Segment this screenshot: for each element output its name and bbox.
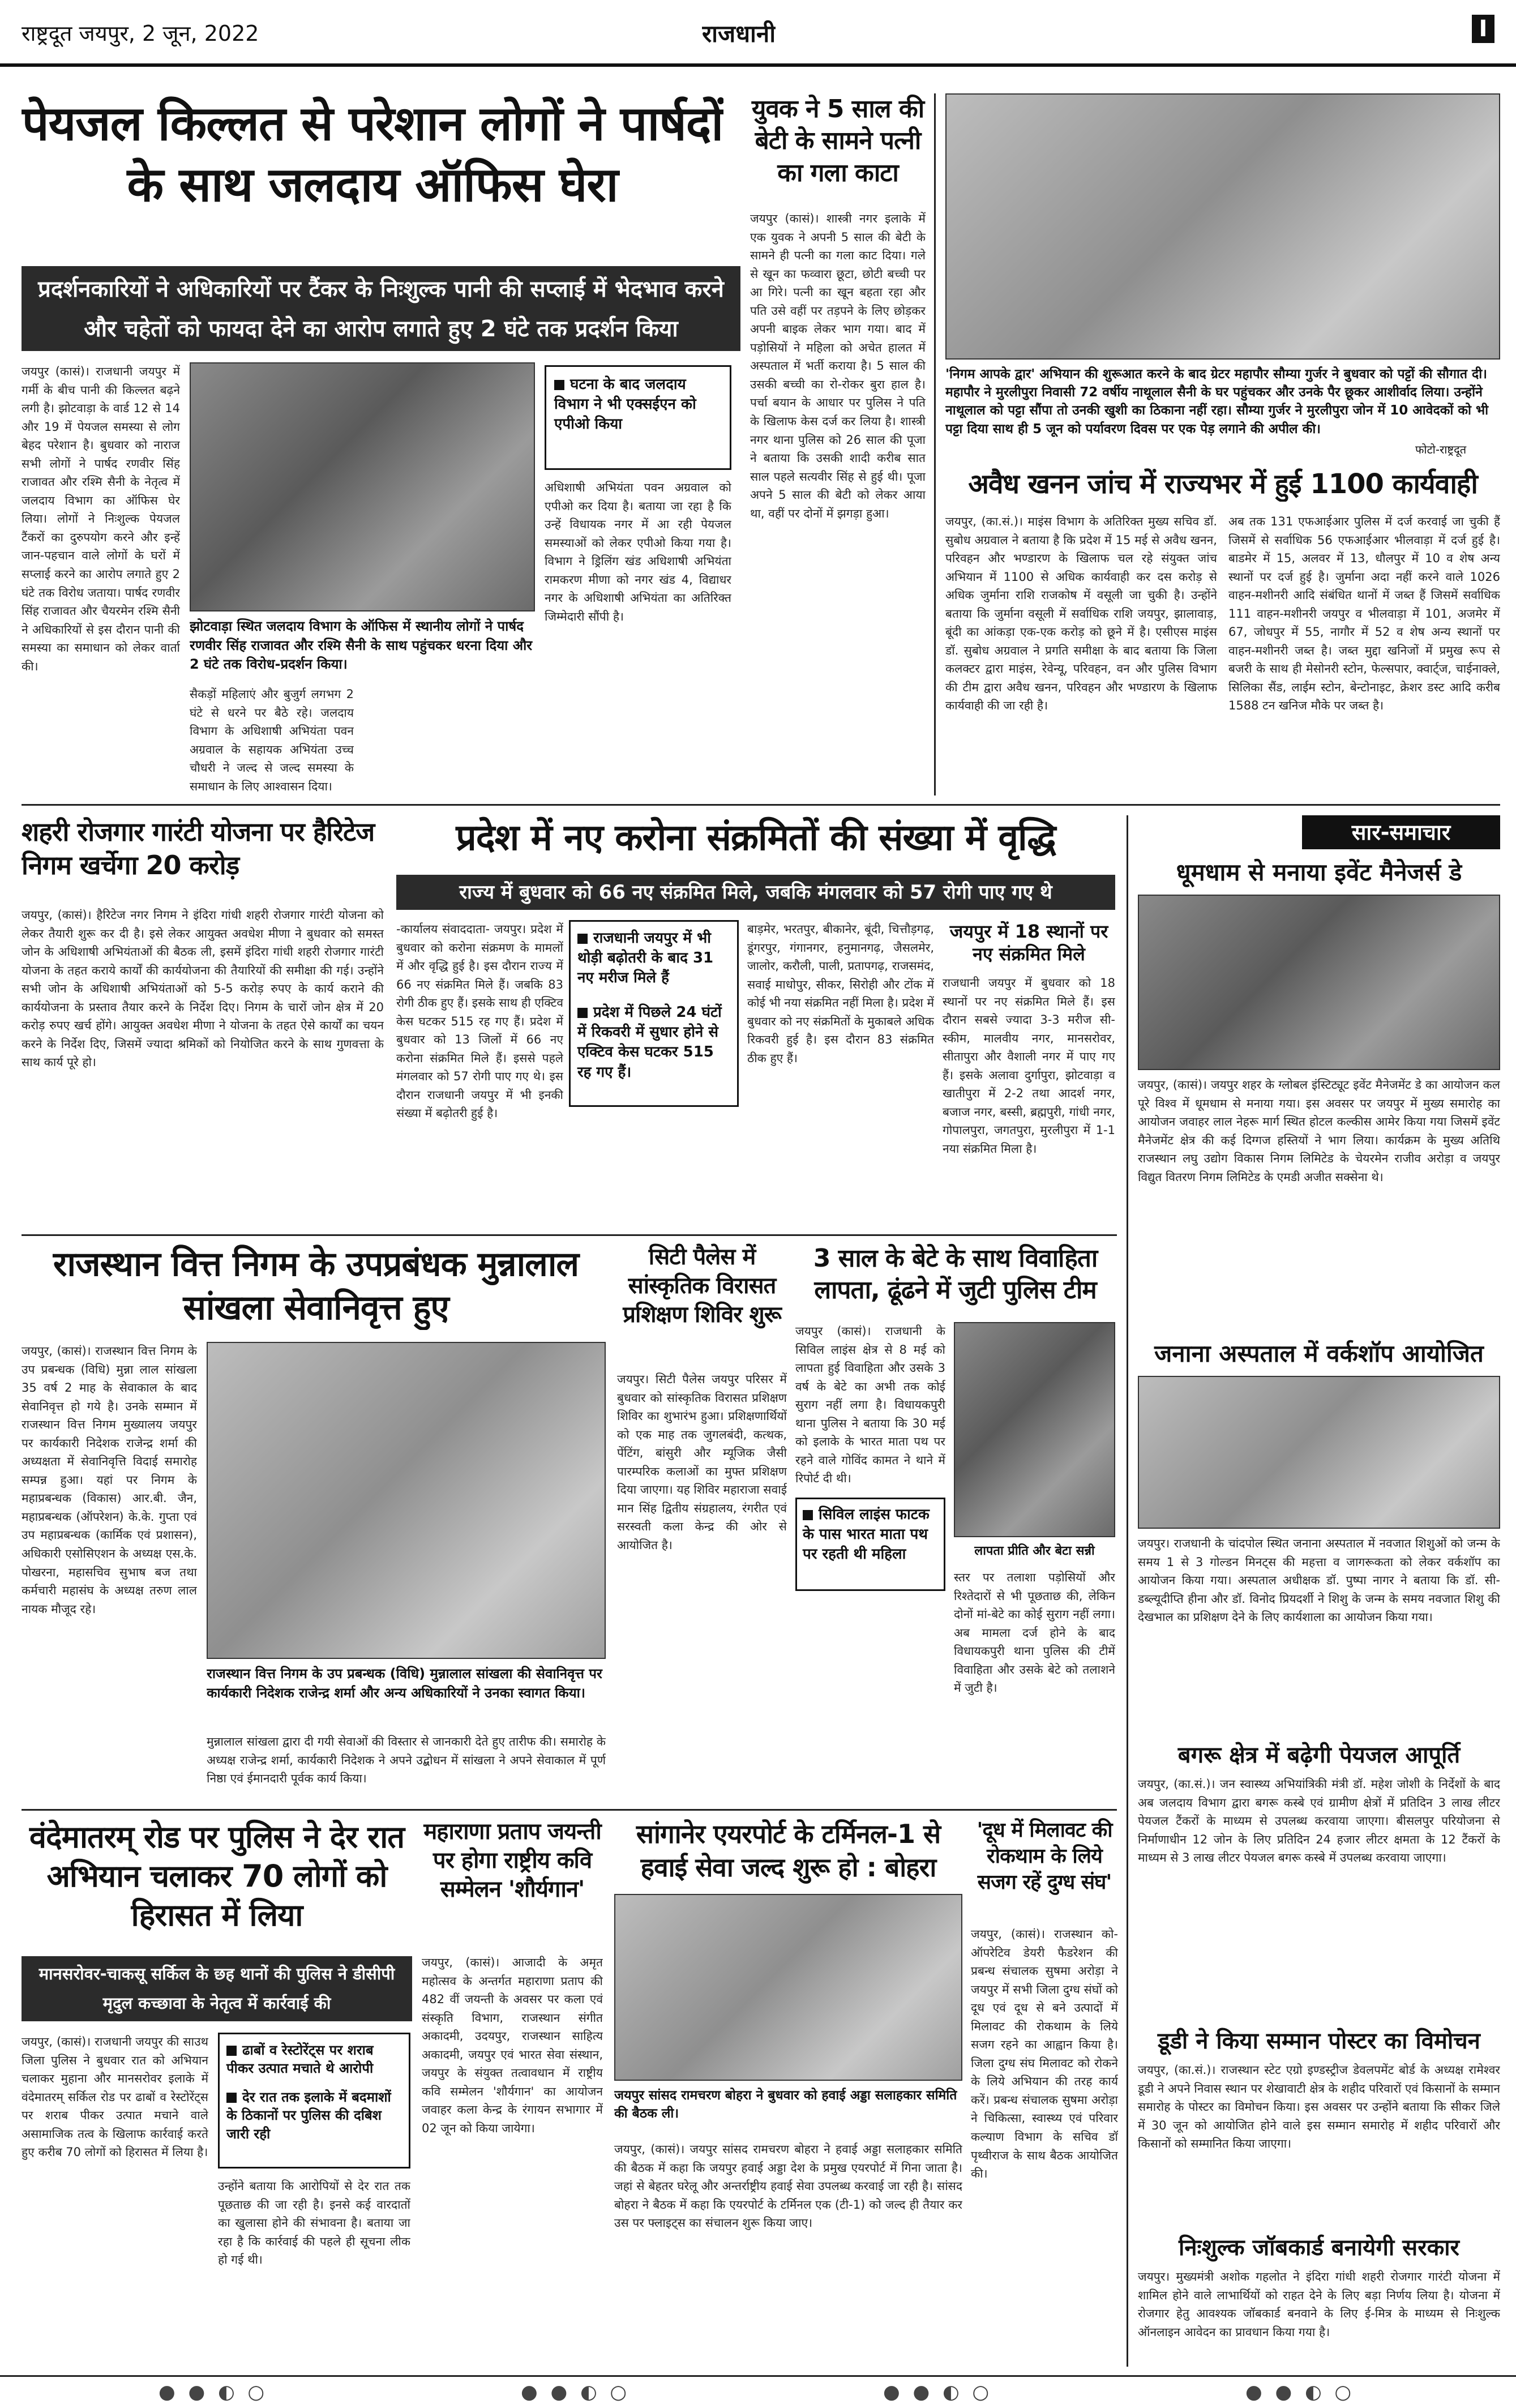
lead-headline: पेयजल किल्लत से परेशान लोगों ने पार्षदों के साथ जलदाय ऑफिस घेरा — [22, 96, 723, 212]
lead-photo-caption: झोटवाड़ा स्थित जलदाय विभाग के ऑफिस में स्थानीय लोगों ने पार्षद रणवीर सिंह राजावत और रश्मि सैनी के साथ पहुंचकर धरना दिया और 2 घंटे तक विरोध-प्रदर्शन किया। — [190, 618, 533, 673]
corona-subhead: जयपुर में 18 स्थानों पर नए संक्रमित मिले — [949, 921, 1108, 965]
samachar-headline-4: डूडी ने किया सम्मान पोस्टर का विमोचन — [1158, 2028, 1480, 2054]
airport-headline: सांगानेर एयरपोर्ट के टर्मिनल-1 से हवाई सेवा जल्द शुरू हो : बोहरा — [636, 1819, 941, 1883]
pratap-body: जयपुर, (कासं)। आजादी के अमृत महोत्सव के अन्तर्गत महाराणा प्रताप की 482 वीं जयन्ती के अवसर पर कला एवं संस्कृति विभाग, राजस्थान संगीत अकादमी, उदयपुर, राजस्थान साहित्य अकादमी, जयपुर एवं भारत सेवा संस्थान, जयपुर के संयुक्त तत्वावधान में राष्ट्रीय कवि सम्मेलन 'शौर्यगान' का आयोजन जवाहर कला केन्द्र के रंगायन सभागार में 02 जून को किया जायेगा। — [422, 1956, 603, 2135]
corona-body-2: बाड़मेर, भरतपुर, बीकानेर, बूंदी, चित्तौड़गढ़, डूंगरपुर, गंगानगर, हनुमानगढ़, जैसलमेर, जालोर, करौली, पाली, प्रतापगढ़, राजसमंद, सवाई माधोपुर, सीकर, सिरोही और टोंक में कोई भी नया संक्रमित नहीं मिला है। प्रदेश में बुधवार को नए संक्रमितों के मुकाबले अधिक रिकवरी हुई है। इस दौरान 83 संक्रमित ठीक हुए हैं। — [747, 922, 934, 1065]
finance-photo — [207, 1342, 606, 1659]
missing-highlight-box — [795, 1498, 945, 1591]
column-rule — [1127, 815, 1128, 2367]
lead-highlight-text: घटना के बाद जलदाय विभाग ने भी एक्सईएन को एपीओ किया — [554, 376, 696, 433]
photo-credit: फोटो-राष्ट्रदूत — [1415, 443, 1467, 456]
edition-date: राष्ट्रदूत जयपुर, 2 जून, 2022 — [22, 21, 259, 46]
samachar-body-1: जयपुर, (कासं)। जयपुर शहर के ग्लोबल इंस्टिट्यूट इवेंट मैनेजमेंट डे का आयोजन कल पूरे विश्व में धूमधाम से मनाया गया। इस अवसर पर जयपुर में मुख्य समारोह का आयोजन जवाहर लाल नेहरू मार्ग स्थित होटल कल्कीस आमेर किया गया जिसमें इवेंट मैनेजमेंट क्षेत्र की कई दिग्गज हस्तियों ने भाग लिया। कार्यक्रम के मुख्य अतिथि राजस्थान लघु उद्योग विकास निगम लिमिटेड के चेयरमेन राजीव अरोड़ा व जयपुर विद्युत वितरण निगम लिमिटेड के एमडी अजीत सक्सेना थे। — [1138, 1078, 1500, 1184]
missing-photo — [954, 1322, 1115, 1537]
corona-band: राज्य में बुधवार को 66 नए संक्रमित मिले, जबकि मंगलवार को 57 रोगी पाए गए थे — [396, 875, 1115, 910]
footer-rule — [0, 2375, 1516, 2377]
vandemataram-bullet-1: ढाबों व रेस्टोरेंट्स पर शराब पीकर उत्पात मचाते थे आरोपी — [226, 2042, 374, 2077]
samachar-headline-1: धूमधाम से मनाया इवेंट मैनेजर्स डे — [1176, 858, 1462, 886]
vandemataram-highlight-box — [218, 2033, 410, 2169]
bullet-square-icon — [803, 1510, 813, 1520]
milk-body: जयपुर, (कासं)। राजस्थान को-ऑपरेटिव डेयरी फैडरेशन की प्रबन्ध संचालक सुषमा अरोड़ा ने जयपुर में सभी जिला दुग्ध संघों को दूध एवं दूध से बने उत्पादों में मिलावट की रोकथाम के लिये सजग रहने का आह्वान किया है। जिला दुग्ध संघ मिलावट को रोकने के लिये अभियान की तरह कार्य करें। प्रबन्ध संचालक सुषमा अरोड़ा ने चिकित्सा, स्वास्थ्य एवं परिवार कल्याण विभाग के सचिव डॉ पृथ्वीराज के साथ बैठक आयोजित की। — [971, 1927, 1118, 2181]
section-divider — [22, 804, 1500, 806]
samachar-body-5: जयपुर। मुख्यमंत्री अशोक गहलोत ने इंदिरा गांधी शहरी रोजगार गारंटी योजना में शामिल होने वाले लाभार्थियों को राहत देने के लिए बड़ा निर्णय लिया है। योजना में रोजगार हेतु आवश्यक जॉबकार्ड बनवाने के लिए ई-मित्र के माध्यम से निःशुल्क ऑनलाइन आवेदन का प्रावधान किया गया है। — [1138, 2270, 1500, 2339]
finance-caption: राजस्थान वित्त निगम के उप प्रबन्धक (विधि) मुन्नालाल सांखला की सेवानिवृत्त पर कार्यकारी निदेशक राजेन्द्र शर्मा और अन्य अधिकारियों ने उनका स्वागत किया। — [207, 1666, 602, 1701]
bullet-square-icon — [577, 934, 588, 944]
bullet-square-icon — [577, 1008, 588, 1018]
corona-body: -कार्यालय संवाददाता- जयपुर। प्रदेश में बुधवार को करोना संक्रमण के मामलों में और वृद्धि हुई है। इस दौरान राज्य में 66 नए संक्रमित मिले हैं। जबकि 83 रोगी ठीक हुए हैं। इसके साथ ही एक्टिव केस घटकर 515 रह गए हैं। प्रदेश में बुधवार को 13 जिलों में 66 नए करोना संक्रमित मिले हैं। इससे पहले मंगलवार को 57 रोगी पाए गए थे। इस दौरान राजधानी जयपुर में भी इनकी संख्या में बढ़ोतरी हुई है। — [396, 922, 563, 1120]
vandemataram-body-2: उन्होंने बताया कि आरोपियों से देर रात तक पूछताछ की जा रही है। इनसे कई वारदातों का खुलासा होने की संभावना है। बताया जा रहा है कि कार्रवाई की पहले ही सूचना लीक हो गई थी। — [218, 2179, 410, 2267]
employment-headline: शहरी रोजगार गारंटी योजना पर हैरिटेज निगम खर्चेगा 20 करोड़ — [22, 816, 375, 880]
section-divider — [22, 1234, 1117, 1236]
section-title: राजधानी — [702, 20, 776, 48]
samachar-headline-3: बगरू क्षेत्र में बढ़ेगी पेयजल आपूर्ति — [1177, 1742, 1461, 1768]
husband-headline: युवक ने 5 साल की बेटी के सामने पत्नी का गला काटा — [751, 95, 924, 187]
airport-photo — [614, 1894, 962, 2081]
corona-headline: प्रदेश में नए करोना संक्रमितों की संख्या में वृद्धि — [456, 817, 1056, 859]
bullet-square-icon — [226, 2046, 237, 2056]
employment-body: जयपुर, (कासं)। हैरिटेज नगर निगम ने इंदिरा गांधी शहरी रोजगार गारंटी योजना को लेकर तैयारी शुरू कर दी है। इसे लेकर आयुक्त अवधेश मीणा ने बुधवार को समस्त जोन के अधिशाषी अभियंताओं की बैठक ली, इसमें इंदिरा गांधी शहरी रोजगार गारंटी योजना के तहत कराये कार्यों की कार्ययोजना की तैयारियों की समीक्षा की गई। उन्होंने सभी जोन के अधिशाषी अभियंताओं को 5-5 करोड़ रुपए के कार्य कराने की कार्ययोजना के प्रस्ताव तैयार करने के निर्देश दिए। निगम के चारों जोन क्षेत्र में 20 करोड़ रुपए खर्च होंगे। आयुक्त अवधेश मीणा ने योजना के तहत ऐसे कार्यों का चयन करने के निर्देश दिए, जिसमें ज्यादा श्रमिकों को नियोजित करने के साथ गुणवत्ता के साथ कार्य पूरे हो। — [22, 908, 384, 1070]
missing-body-2: स्तर पर तलाशा पड़ोसियों और रिश्तेदारों से भी पूछताछ की, लेकिन दोनों मां-बेटे का कोई सुराग नहीं लगा। अब मामला दर्ज होने के बाद विधायकपुरी थाना पुलिस की टीमें विवाहिता और उसके बेटे को तलाशने में जुटी है। — [954, 1571, 1115, 1695]
vandemataram-band: मानसरोवर-चाकसू सर्किल के छह थानों की पुलिस ने डीसीपी मृदुल कच्छावा के नेतृत्व में कार्रवाई की — [22, 1956, 412, 2021]
vandemataram-body: जयपुर, (कासं)। राजधानी जयपुर की साउथ जिला पुलिस ने बुधवार रात को अभियान चलाकर मुहाना और मानसरोवर इलाके में वंदेमातरम् सर्किल रोड पर ढाबों व रेस्टोरेंट्स पर शराब पीकर उत्पात मचाने वाले असामाजिक तत्व के खिलाफ कार्रवाई करते हुए करीब 70 लोगों को हिरासत में लिया है। — [22, 2035, 208, 2159]
mining-body-2: अब तक 131 एफआईआर पुलिस में दर्ज करवाई जा चुकी हैं जिसमें से सर्वाधिक 56 एफआईआर भीलवाड़ा में दर्ज हुई है। बाडमेर में 15, अलवर में 13, धौलपुर में 10 व शेष अन्य स्थानों पर दर्ज हुई है। जुर्माना अदा नहीं करने वाले 1026 वाहन-मशीनरी आदि संबंधित थानों में जब्त हैं जिसमें सर्वाधिक 111 वाहन-मशीनरी जयपुर व भीलवाड़ा में 101, अजमेर में 67, जोधपुर में 55, नागौर में 52 व शेष अन्य स्थानों पर वाहन-मशीनरी जब्त है। जब्त मुद्दा खनिजों में प्रमुख रूप से बजरी के साथ ही मेसोनरी स्टोन, फेल्सपार, क्वार्ट्ज, चाईनाक्ले, सिलिका सैंड, लाईम स्टोन, बेन्टोनाइट, क्रेशर डस्ट आदि करीब 1588 टन खनिज मौके पर जब्त है। — [1228, 515, 1500, 713]
vandemataram-bullet-2: देर रात तक इलाके में बदमाशों के ठिकानों पर पुलिस की दबिश जारी रही — [226, 2089, 391, 2142]
registration-marks: ● ● ◐ ○ — [883, 2381, 993, 2403]
hospital-photo — [1138, 1376, 1500, 1529]
samachar-headline-2: जनाना अस्पताल में वर्कशॉप आयोजित — [1154, 1340, 1484, 1367]
missing-body: जयपुर (कासं)। राजधानी के सिविल लाइंस क्षेत्र से 8 मई को लापता हुई विवाहिता और उसके 3 वर्ष के बेटे का अभी तक कोई सुराग नहीं लगा है। विधायकपुरी थाना पुलिस ने बताया कि 30 मई को इलाके के भारत माता पथ पर रहने वाले गोविंद कामत ने थाने में रिपोर्ट दी थी। — [795, 1324, 945, 1486]
finance-body-2: मुन्नालाल सांखला द्वारा दी गयी सेवाओं की विस्तार से जानकारी देते हुए तारीफ की। समारोह के अध्यक्ष राजेन्द्र शर्मा, कार्यकारी निदेशक ने अपने उद्बोधन में सांखला ने अपने सेवाकाल में पूर्ण निष्ठा एवं ईमानदारी पूर्वक कार्य किया। — [207, 1735, 606, 1786]
pratap-headline: महाराणा प्रताप जयन्ती पर होगा राष्ट्रीय कवि सम्मेलन 'शौर्यगान' — [423, 1819, 601, 1903]
lead-photo — [190, 362, 535, 611]
mayor-caption: 'निगम आपके द्वार' अभियान की शुरूआत करने के बाद ग्रेटर महापौर सौम्या गुर्जर ने बुधवार को पट्टों की सौगात दी। महापौर ने मुरलीपुरा निवासी 72 वर्षीय नाथूलाल सैनी के घर पहुंचकर और उनके पैर छूकर आशीर्वाद लिया। उन्होंने नाथूलाल को पट्टा सौंपा तो उनकी खुशी का ठिकाना नहीं रहा। सौम्या गुर्जर ने मुरलीपुरा जोन में 10 आवेदकों को भी पट्टा दिया साथ ही 5 जून को पर्यावरण दिवस पर एक पेड़ लगाने की अपील की। — [945, 367, 1489, 437]
husband-body: जयपुर (कासं)। शास्त्री नगर इलाके में एक युवक ने अपनी 5 साल की बेटी के सामने ही पत्नी का गला काट दिया। गले से खून का फव्वारा छूटा, छोटी बच्ची पर आ गिरे। पत्नी का खून बहता रहा और पति उसे वहीं पर तड़पने के लिए छोड़कर अपनी बाइक लेकर भाग गया। बाद में पड़ोसियों ने महिला को अचेत हालत में अस्पताल में भर्ती कराया है। 5 साल की उसकी बच्ची का रो-रोकर बुरा हाल है। पर्चा बयान के आधार पर पुलिस ने पति के खिलाफ केस दर्ज कर लिया है। शास्त्री नगर थाना पुलिस को 26 साल की पूजा ने बताया कि उसकी शादी करीब सात साल पहले सत्यवीर सिंह से हुई थी। पूजा अपने 5 साल की बेटी को लेकर आया था, वहीं पर दोनों में झगड़ा हुआ। — [750, 212, 926, 520]
samachar-body-4: जयपुर, (का.सं.)। राजस्थान स्टेट एग्रो इण्डस्ट्रीज डेवलपमेंट बोर्ड के अध्यक्ष रामेश्वर डूडी ने अपने निवास स्थान पर शेखावाटी क्षेत्र के शहीद परिवारों एवं किसानों के सम्मान समारोह के पोस्टर का विमोचन किया। इस अवसर पर उन्होंने बताया कि सीकर जिले में 30 जून को आयोजित होने वाले इस सम्मान समारोह में शहीद परिवारों और किसानों को सम्मानित किया जाएगा। — [1138, 2063, 1500, 2151]
registration-marks: ● ● ◐ ○ — [521, 2381, 631, 2403]
corona-body-3: राजधानी जयपुर में बुधवार को 18 स्थानों पर नए संक्रमित मिले हैं। इस दौरान सबसे ज्यादा 3-3 मरीज सी-स्कीम, मालवीय नगर, मानसरोवर, सीतापुरा और वैशाली नगर में पाए गए हैं। इसके अलावा दुर्गापुरा, झोटवाड़ा व खातीपुरा में 2-2 तथा आदर्श नगर, बजाज नगर, बस्सी, ब्रह्मपुरी, गांधी नगर, गोपालपुरा, जगतपुरा, मुरलीपुरा में 1-1 नया संक्रमित मिला है। — [943, 976, 1115, 1156]
airport-body: जयपुर, (कासं)। जयपुर सांसद रामचरण बोहरा ने हवाई अड्डा सलाहकार समिति की बैठक में कहा कि जयपुर हवाई अड्डा देश के प्रमुख एयरपोर्ट में गिना जाता है। जहां से बेहतर घरेलू और अन्तर्राष्ट्रीय हवाई सेवा उपलब्ध करवाई जा रही है। सांसद बोहरा ने बैठक में कहा कि एयरपोर्ट के टर्मिनल एक (टी-1) को जल्द ही तैयार कर उस पर फ्लाइट्स का संचालन शुरू किया जाए। — [614, 2142, 962, 2230]
samachar-body-2: जयपुर। राजधानी के चांदपोल स्थित जनाना अस्पताल में नवजात शिशुओं को जन्म के समय 1 से 3 गोल्डन मिनट्स की महत्ता व जागरूकता को लेकर वर्कशॉप का आयोजन किया गया। अस्पताल अधीक्षक डॉ. पुष्पा नागर ने बताया कि डॉ. सी-डब्ल्यूदीप्ति हीना और डॉ. विनोद प्रियदर्शी ने शिशु के जन्म के समय नवजात शिशु की देखभाल का प्रशिक्षण देने के लिए कार्यशाला का आयोजन किया गया। — [1138, 1537, 1500, 1624]
missing-highlight-text: सिविल लाइंस फाटक के पास भारत माता पथ पर रहती थी महिला — [803, 1506, 930, 1563]
corona-highlight-box — [569, 920, 739, 1107]
corona-bullet-2: प्रदेश में पिछले 24 घंटों में रिकवरी में सुधार होने से एक्टिव केस घटकर 515 रह गए हैं। — [577, 1004, 722, 1081]
lead-body-3: सैकड़ों महिलाएं और बुजुर्ग लगभग 2 घंटे से धरने पर बैठे रहे। जलदाय विभाग के अधिशाषी अभियंता पवन अग्रवाल के सहायक अभियंता उच्च चौधरी ने जल्द से जल्द समस्या के समाधान के लिए आश्वासन दिया। — [190, 687, 354, 793]
section-divider — [22, 1809, 1117, 1811]
mining-headline: अवैध खनन जांच में राज्यभर में हुई 1100 कार्यवाही — [968, 468, 1478, 500]
missing-photo-caption: लापता प्रीति और बेटा सन्नी — [974, 1544, 1095, 1558]
finance-headline: राजस्थान वित्त निगम के उपप्रबंधक मुन्नालाल सांखला सेवानिवृत्त हुए — [53, 1244, 579, 1328]
samachar-headline-5: निःशुल्क जॉबकार्ड बनायेगी सरकार — [1178, 2235, 1460, 2261]
lead-deck: प्रदर्शनकारियों ने अधिकारियों पर टैंकर के निःशुल्क पानी की सप्लाई में भेदभाव करने और चहेतों को फायदा देने का आरोप लगाते हुए 2 घंटे तक प्रदर्शन किया — [22, 266, 740, 351]
samachar-body-3: जयपुर, (का.सं.)। जन स्वास्थ्य अभियांत्रिकी मंत्री डॉ. महेश जोशी के निर्देशों के बाद अब जलदाय विभाग द्वारा बगरू कस्बे एवं ग्रामीण क्षेत्रों में प्रतिदिन 3 लाख लीटर पेयजल टैंकरों के माध्यम से उपलब्ध करवाया जाएगा। बीसलपुर परियोजना से निर्माणाधीन 12 जोन के लिए प्रतिदिन 24 हजार लीटर क्षमता के 12 टैंकरों के माध्यम से 3 लाख लीटर पेयजल बगरू कस्बे में उपलब्ध करवाया जाएगा। — [1138, 1777, 1500, 1865]
palace-body: जयपुर। सिटी पैलेस जयपुर परिसर में बुधवार को सांस्कृतिक विरासत प्रशिक्षण शिविर का शुभारंभ हुआ। प्रशिक्षणार्थियों को एक माह तक जुगलबंदी, कत्थक, पेंटिंग, बांसुरी और म्यूजिक जैसी पारम्परिक कलाओं का मुफ्त प्रशिक्षण दिया जाएगा। यह शिविर महाराजा सवाई मान सिंह द्वितीय संग्रहालय, रंगरीत एवं सरस्वती कला केन्द्र की ओर से आयोजित है। — [617, 1372, 787, 1552]
mayor-photo — [945, 93, 1500, 360]
lead-body-2: अधिशाषी अभियंता पवन अग्रवाल को एपीओ कर दिया है। बताया जा रहा है कि उन्हें विधायक नगर में आ रही पेयजल समस्याओं को लेकर एपीओ किया गया है। विभाग ने ड्रिलिंग खंड अधिशाषी अभियंता रामकरण मीणा को नगर खंड 4, विद्याधर नगर के अधिशाषी अभियंता का अतिरिक्त जिम्मेदारी सौंपी है। — [545, 481, 731, 623]
registration-marks: ● ● ◐ ○ — [1245, 2381, 1355, 2403]
column-rule — [934, 93, 936, 795]
page-number: I — [1472, 15, 1494, 43]
mining-body: जयपुर, (का.सं.)। माइंस विभाग के अतिरिक्त मुख्य सचिव डॉ. सुबोध अग्रवाल ने बताया है कि प्रदेश में 15 मई से अवैध खनन, परिवहन और भण्डारण के खिलाफ चल रहे संयुक्त जांच अभियान में 1100 से अधिक कार्यवाही कर दस करोड़ से अधिक जुर्माना राशि राजकोष में वसूली जा चुकी है। उन्होंने बताया कि जुर्माना वसूली में सर्वाधिक राशि जयपुर, झालावाड़, बूंदी का आंकड़ा एक-एक करोड़ को छूने में है। एसीएस माइंस डॉ. सुबोध अग्रवाल ने प्रगति समीक्षा के बाद बताया कि जिला कलक्टर द्वारा माइंस, रेवेन्यू, परिवहन, वन और पुलिस विभाग की टीम द्वारा अवैध खनन, परिवहन और भण्डारण के खिलाफ कार्यवाही की जा रही है। — [945, 515, 1217, 713]
finance-body: जयपुर, (कासं)। राजस्थान वित्त निगम के उप प्रबन्धक (विधि) मुन्ना लाल सांखला 35 वर्ष 2 माह के सेवाकाल के बाद सेवानिवृत्त हो गये है। उनके सम्मान में राजस्थान वित्त निगम मुख्यालय जयपुर पर कार्यकारी निदेशक राजेन्द्र शर्मा की अध्यक्षता में सेवानिवृत्ति विदाई समारोह सम्पन्न हुआ। यहां पर निगम के महाप्रबन्धक (विकास) आर.बी. जैन, महाप्रबन्धक (ऑपरेशन) के.के. गुप्ता एवं उप महाप्रबन्धक (कार्मिक एवं प्रशासन), अधिकारी एसोसिएशन के अध्यक्ष एस.के. पोखरना, महासचिव सुभाष बज तथा कर्मचारी महासंघ के अध्यक्ष तरुण लाल नायक मौजूद रहे। — [22, 1344, 197, 1616]
event-photo — [1138, 895, 1500, 1070]
milk-headline: 'दूध में मिलावट की रोकथाम के लिये सजग रहें दुग्ध संघ' — [977, 1819, 1112, 1894]
samachar-tag: सार-समाचार — [1302, 815, 1500, 849]
palace-headline: सिटी पैलेस में सांस्कृतिक विरासत प्रशिक्षण शिविर शुरू — [623, 1244, 781, 1328]
vandemataram-headline: वंदेमातरम् रोड पर पुलिस ने देर रात अभियान चलाकर 70 लोगों को हिरासत में लिया — [29, 1819, 404, 1934]
airport-caption: जयपुर सांसद रामचरण बोहरा ने बुधवार को हवाई अड्डा सलाहकार समिति की बैठक ली। — [614, 2088, 957, 2122]
lead-highlight-box — [545, 365, 731, 470]
bullet-square-icon — [226, 2093, 237, 2103]
bullet-square-icon — [554, 380, 564, 390]
lead-body: जयपुर (कासं)। राजधानी जयपुर में गर्मी के बीच पानी की किल्लत बढ़ने लगी है। झोटवाड़ा के वार्ड 12 से 14 और 19 में पेयजल समस्या से लोग बेहद परेशान है। बुधवार को नाराज सभी लोगों ने पार्षद रणवीर सिंह राजावत और रश्मि सैनी के नेतृत्व में जलदाय विभाग का ऑफिस घेर लिया। लोगों ने निःशुल्क पेयजल टैंकरों का दुरुपयोग करने और इन्हें जान-पहचान वाले लोगों के घरों में सप्लाई करने का आरोप लगाते हुए 2 घंटे तक विरोध जताया। पार्षद रणवीर सिंह राजावत और चैयरमेन रश्मि सैनी ने अधिकारियों से इस दौरान पानी की समस्या का समाधान को लेकर वार्ता की। — [22, 365, 180, 673]
registration-marks: ● ● ◐ ○ — [159, 2381, 268, 2403]
missing-headline: 3 साल के बेटे के साथ विवाहिता लापता, ढूंढने में जुटी पुलिस टीम — [813, 1244, 1098, 1305]
corona-bullet-1: राजधानी जयपुर में भी थोड़ी बढ़ोतरी के बाद 31 नए मरीज मिले हैं — [577, 930, 714, 987]
